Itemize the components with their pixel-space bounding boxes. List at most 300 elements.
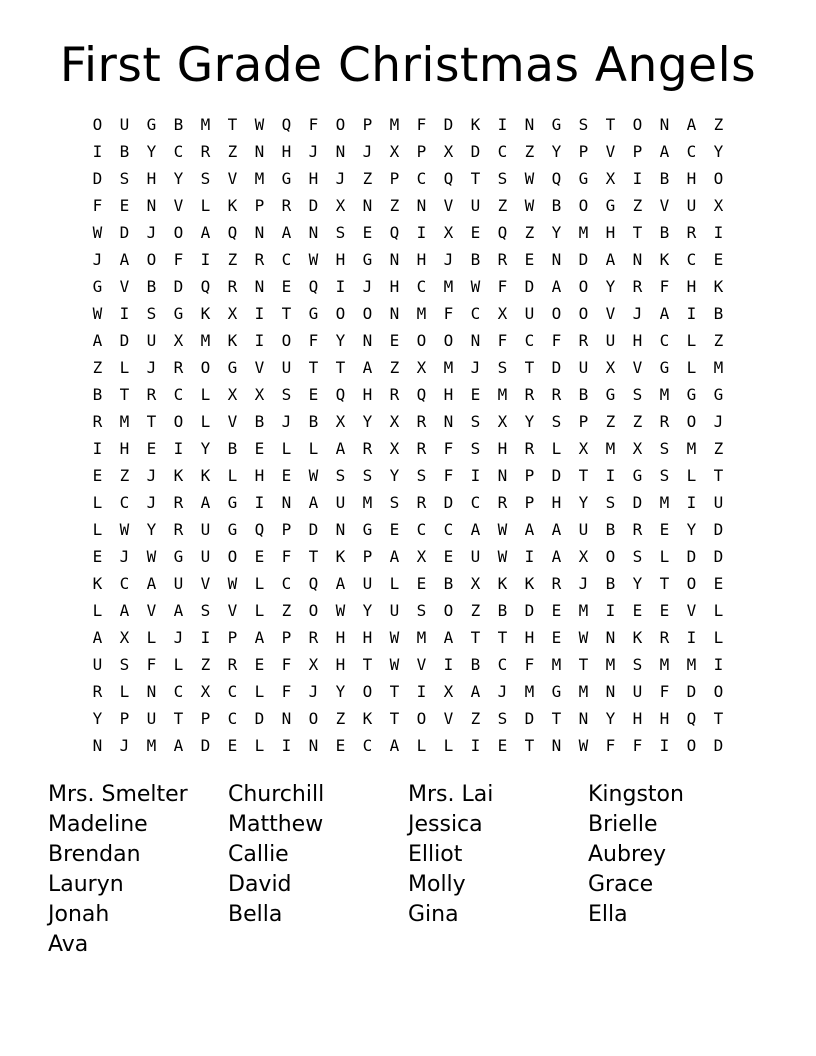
grid-letter: P	[524, 466, 535, 485]
grid-letter: U	[605, 331, 616, 350]
grid-letter: B	[119, 142, 130, 161]
grid-letter: S	[335, 223, 346, 242]
grid-letter: B	[308, 412, 319, 431]
grid-letter: W	[92, 223, 103, 242]
grid-letter: G	[92, 277, 103, 296]
grid-letter: E	[227, 736, 238, 755]
grid-letter: C	[281, 250, 292, 269]
grid-letter: B	[443, 574, 454, 593]
grid-letter: I	[686, 304, 697, 323]
grid-letter: Z	[605, 412, 616, 431]
grid-letter: T	[470, 169, 481, 188]
grid-row	[84, 165, 732, 192]
word-list-item: Madeline	[48, 812, 148, 837]
grid-letter: W	[524, 196, 535, 215]
grid-letter: M	[713, 358, 724, 377]
grid-letter: V	[254, 358, 265, 377]
grid-letter: Q	[254, 520, 265, 539]
grid-letter: R	[227, 655, 238, 674]
grid-letter: N	[470, 331, 481, 350]
grid-letter: E	[281, 277, 292, 296]
word-list-item: Jonah	[48, 902, 110, 927]
grid-letter: W	[254, 115, 265, 134]
grid-letter: Y	[632, 574, 643, 593]
grid-letter: I	[416, 223, 427, 242]
grid-letter: U	[713, 493, 724, 512]
grid-letter: W	[578, 628, 589, 647]
grid-letter: D	[443, 493, 454, 512]
grid-letter: K	[362, 709, 373, 728]
grid-letter: Y	[362, 412, 373, 431]
grid-letter: R	[92, 682, 103, 701]
grid-letter: H	[605, 223, 616, 242]
grid-letter: A	[389, 736, 400, 755]
grid-letter: I	[686, 493, 697, 512]
grid-letter: L	[92, 520, 103, 539]
grid-letter: E	[254, 547, 265, 566]
grid-letter: V	[416, 655, 427, 674]
grid-letter: J	[362, 142, 373, 161]
grid-letter: M	[524, 682, 535, 701]
grid-letter: F	[416, 115, 427, 134]
grid-letter: X	[200, 682, 211, 701]
word-list-item: Brendan	[48, 842, 141, 867]
grid-letter: D	[713, 547, 724, 566]
grid-letter: T	[308, 547, 319, 566]
grid-letter: R	[551, 574, 562, 593]
grid-letter: E	[389, 520, 400, 539]
grid-letter: H	[497, 439, 508, 458]
grid-letter: O	[443, 331, 454, 350]
grid-letter: S	[200, 169, 211, 188]
grid-letter: K	[497, 574, 508, 593]
grid-letter: O	[92, 115, 103, 134]
grid-letter: K	[200, 466, 211, 485]
grid-letter: N	[578, 709, 589, 728]
grid-letter: Y	[605, 277, 616, 296]
grid-letter: X	[443, 682, 454, 701]
grid-letter: I	[686, 628, 697, 647]
grid-letter: X	[254, 385, 265, 404]
grid-letter: N	[281, 493, 292, 512]
grid-letter: X	[605, 169, 616, 188]
grid-letter: R	[200, 142, 211, 161]
grid-letter: U	[146, 709, 157, 728]
grid-letter: F	[443, 439, 454, 458]
grid-letter: A	[254, 628, 265, 647]
grid-letter: B	[659, 169, 670, 188]
grid-letter: M	[578, 682, 589, 701]
grid-letter: K	[92, 574, 103, 593]
grid-letter: R	[578, 331, 589, 350]
grid-letter: F	[524, 655, 535, 674]
grid-letter: X	[119, 628, 130, 647]
grid-letter: K	[470, 115, 481, 134]
word-list-item: Mrs. Lai	[408, 782, 494, 807]
grid-letter: N	[416, 196, 427, 215]
grid-letter: O	[173, 223, 184, 242]
grid-letter: I	[659, 736, 670, 755]
grid-letter: O	[362, 304, 373, 323]
grid-letter: F	[551, 331, 562, 350]
grid-letter: S	[632, 547, 643, 566]
grid-row	[84, 543, 732, 570]
grid-letter: M	[605, 439, 616, 458]
grid-letter: V	[686, 601, 697, 620]
grid-row	[84, 273, 732, 300]
grid-letter: T	[335, 358, 346, 377]
grid-letter: S	[551, 412, 562, 431]
grid-letter: D	[632, 493, 643, 512]
grid-letter: Z	[713, 331, 724, 350]
grid-letter: K	[335, 547, 346, 566]
grid-letter: X	[335, 196, 346, 215]
grid-letter: M	[362, 493, 373, 512]
grid-letter: J	[146, 223, 157, 242]
grid-letter: L	[200, 385, 211, 404]
grid-letter: W	[119, 520, 130, 539]
grid-letter: N	[335, 142, 346, 161]
grid-letter: B	[578, 385, 589, 404]
grid-letter: C	[281, 574, 292, 593]
grid-letter: X	[497, 304, 508, 323]
grid-letter: F	[659, 682, 670, 701]
grid-letter: Y	[335, 331, 346, 350]
grid-letter: L	[227, 466, 238, 485]
grid-letter: H	[146, 169, 157, 188]
grid-letter: D	[92, 169, 103, 188]
grid-row	[84, 138, 732, 165]
grid-letter: E	[416, 574, 427, 593]
grid-letter: O	[443, 601, 454, 620]
grid-letter: F	[92, 196, 103, 215]
grid-letter: A	[551, 547, 562, 566]
letter-grid	[84, 111, 732, 759]
grid-letter: X	[308, 655, 319, 674]
grid-letter: D	[524, 277, 535, 296]
grid-letter: J	[119, 736, 130, 755]
grid-letter: P	[227, 628, 238, 647]
grid-letter: M	[146, 736, 157, 755]
grid-letter: O	[362, 682, 373, 701]
grid-letter: N	[551, 250, 562, 269]
grid-letter: L	[119, 682, 130, 701]
grid-row	[84, 354, 732, 381]
grid-letter: P	[578, 412, 589, 431]
grid-letter: G	[227, 520, 238, 539]
grid-letter: U	[119, 115, 130, 134]
grid-letter: R	[497, 250, 508, 269]
grid-letter: J	[578, 574, 589, 593]
grid-letter: G	[146, 115, 157, 134]
grid-letter: L	[254, 682, 265, 701]
grid-letter: M	[659, 655, 670, 674]
grid-letter: C	[686, 250, 697, 269]
grid-letter: E	[254, 655, 265, 674]
grid-letter: H	[551, 493, 562, 512]
grid-letter: I	[254, 493, 265, 512]
grid-row	[84, 570, 732, 597]
grid-letter: E	[92, 466, 103, 485]
grid-letter: J	[443, 250, 454, 269]
grid-letter: U	[632, 682, 643, 701]
grid-row	[84, 651, 732, 678]
grid-letter: X	[470, 574, 481, 593]
grid-letter: A	[119, 250, 130, 269]
grid-letter: V	[146, 601, 157, 620]
grid-letter: R	[92, 412, 103, 431]
grid-letter: N	[497, 466, 508, 485]
grid-letter: X	[389, 142, 400, 161]
grid-letter: U	[362, 574, 373, 593]
word-list-item: David	[228, 872, 292, 897]
grid-letter: C	[416, 169, 427, 188]
grid-letter: A	[335, 439, 346, 458]
grid-letter: L	[713, 601, 724, 620]
grid-letter: O	[416, 709, 427, 728]
grid-letter: R	[362, 439, 373, 458]
grid-letter: E	[524, 250, 535, 269]
grid-letter: S	[119, 169, 130, 188]
grid-letter: E	[146, 439, 157, 458]
grid-letter: N	[632, 250, 643, 269]
grid-letter: V	[173, 196, 184, 215]
grid-letter: D	[470, 142, 481, 161]
grid-letter: B	[713, 304, 724, 323]
grid-letter: J	[146, 466, 157, 485]
grid-letter: I	[173, 439, 184, 458]
grid-letter: N	[389, 304, 400, 323]
word-list-item: Gina	[408, 902, 459, 927]
word-list-item: Ella	[588, 902, 628, 927]
grid-letter: E	[497, 736, 508, 755]
grid-letter: L	[659, 547, 670, 566]
grid-letter: H	[362, 628, 373, 647]
grid-letter: X	[389, 412, 400, 431]
grid-letter: H	[254, 466, 265, 485]
grid-letter: K	[659, 250, 670, 269]
grid-letter: L	[416, 736, 427, 755]
grid-letter: J	[119, 547, 130, 566]
grid-letter: A	[551, 277, 562, 296]
grid-letter: P	[416, 142, 427, 161]
grid-letter: J	[146, 493, 157, 512]
grid-letter: C	[659, 331, 670, 350]
grid-letter: N	[605, 628, 616, 647]
grid-letter: Z	[335, 709, 346, 728]
grid-letter: B	[497, 601, 508, 620]
grid-letter: I	[632, 169, 643, 188]
grid-letter: W	[524, 169, 535, 188]
grid-letter: D	[119, 331, 130, 350]
grid-letter: N	[92, 736, 103, 755]
grid-letter: S	[281, 385, 292, 404]
grid-letter: K	[227, 196, 238, 215]
grid-letter: U	[524, 304, 535, 323]
grid-letter: Q	[416, 385, 427, 404]
grid-letter: U	[281, 358, 292, 377]
word-list-item: Kingston	[588, 782, 684, 807]
grid-letter: S	[362, 466, 373, 485]
grid-letter: Q	[497, 223, 508, 242]
grid-letter: X	[605, 358, 616, 377]
grid-letter: I	[200, 250, 211, 269]
grid-letter: J	[308, 142, 319, 161]
grid-letter: Z	[92, 358, 103, 377]
grid-letter: G	[281, 169, 292, 188]
grid-letter: D	[524, 709, 535, 728]
grid-letter: C	[443, 520, 454, 539]
grid-letter: C	[497, 142, 508, 161]
grid-letter: L	[713, 628, 724, 647]
grid-letter: T	[632, 223, 643, 242]
grid-letter: M	[659, 385, 670, 404]
grid-letter: B	[92, 385, 103, 404]
grid-letter: S	[146, 304, 157, 323]
grid-letter: N	[659, 115, 670, 134]
grid-row	[84, 408, 732, 435]
grid-letter: V	[119, 277, 130, 296]
grid-letter: N	[254, 277, 265, 296]
grid-letter: P	[524, 493, 535, 512]
grid-letter: A	[659, 304, 670, 323]
grid-letter: E	[254, 439, 265, 458]
grid-letter: Y	[551, 142, 562, 161]
grid-letter: G	[173, 304, 184, 323]
grid-letter: G	[605, 385, 616, 404]
grid-letter: A	[173, 736, 184, 755]
grid-letter: X	[443, 223, 454, 242]
grid-letter: Z	[632, 196, 643, 215]
grid-letter: Z	[389, 358, 400, 377]
grid-letter: X	[227, 304, 238, 323]
grid-letter: X	[578, 547, 589, 566]
grid-letter: I	[713, 655, 724, 674]
grid-letter: N	[146, 196, 157, 215]
grid-letter: M	[443, 358, 454, 377]
grid-letter: I	[92, 439, 103, 458]
grid-letter: E	[470, 385, 481, 404]
grid-letter: O	[551, 304, 562, 323]
grid-letter: T	[578, 466, 589, 485]
grid-letter: G	[227, 358, 238, 377]
word-list-item: Lauryn	[48, 872, 124, 897]
grid-letter: B	[659, 223, 670, 242]
grid-letter: A	[281, 223, 292, 242]
grid-letter: R	[281, 196, 292, 215]
grid-row	[84, 597, 732, 624]
grid-letter: D	[686, 547, 697, 566]
grid-letter: F	[443, 304, 454, 323]
grid-letter: O	[686, 574, 697, 593]
grid-letter: Y	[524, 412, 535, 431]
grid-letter: A	[92, 628, 103, 647]
grid-letter: S	[578, 115, 589, 134]
grid-letter: O	[578, 277, 589, 296]
grid-letter: M	[605, 655, 616, 674]
grid-letter: A	[335, 574, 346, 593]
grid-letter: D	[713, 520, 724, 539]
grid-letter: T	[497, 628, 508, 647]
grid-letter: N	[335, 520, 346, 539]
grid-letter: L	[200, 196, 211, 215]
grid-letter: Z	[200, 655, 211, 674]
grid-row	[84, 192, 732, 219]
grid-letter: Z	[524, 142, 535, 161]
grid-letter: L	[686, 358, 697, 377]
grid-letter: I	[281, 736, 292, 755]
grid-letter: E	[92, 547, 103, 566]
grid-letter: X	[713, 196, 724, 215]
grid-letter: H	[281, 142, 292, 161]
grid-letter: Q	[281, 115, 292, 134]
grid-letter: P	[200, 709, 211, 728]
grid-letter: R	[524, 385, 535, 404]
grid-letter: Q	[227, 223, 238, 242]
grid-letter: A	[92, 331, 103, 350]
grid-letter: C	[362, 736, 373, 755]
grid-letter: N	[308, 736, 319, 755]
grid-letter: I	[524, 547, 535, 566]
grid-letter: R	[416, 439, 427, 458]
grid-letter: C	[524, 331, 535, 350]
grid-letter: X	[632, 439, 643, 458]
grid-letter: F	[281, 547, 292, 566]
grid-letter: V	[605, 142, 616, 161]
grid-letter: O	[146, 250, 157, 269]
word-list-item: Jessica	[408, 812, 483, 837]
grid-letter: A	[443, 628, 454, 647]
grid-letter: M	[443, 277, 454, 296]
grid-letter: G	[551, 115, 562, 134]
grid-letter: I	[443, 655, 454, 674]
grid-letter: J	[92, 250, 103, 269]
grid-letter: P	[632, 142, 643, 161]
grid-letter: V	[659, 196, 670, 215]
grid-letter: I	[497, 115, 508, 134]
grid-letter: B	[227, 439, 238, 458]
grid-letter: Y	[146, 142, 157, 161]
grid-letter: E	[632, 601, 643, 620]
grid-letter: W	[389, 628, 400, 647]
grid-letter: H	[686, 169, 697, 188]
grid-letter: H	[416, 250, 427, 269]
word-list-item: Grace	[588, 872, 654, 897]
grid-letter: N	[605, 682, 616, 701]
grid-letter: A	[200, 493, 211, 512]
grid-letter: P	[362, 547, 373, 566]
grid-letter: D	[308, 520, 319, 539]
grid-letter: I	[92, 142, 103, 161]
grid-letter: B	[470, 250, 481, 269]
grid-letter: Z	[227, 142, 238, 161]
grid-letter: X	[497, 412, 508, 431]
grid-letter: L	[200, 412, 211, 431]
grid-letter: X	[443, 142, 454, 161]
grid-letter: E	[281, 466, 292, 485]
word-list	[48, 780, 768, 960]
grid-letter: E	[551, 601, 562, 620]
grid-letter: X	[173, 331, 184, 350]
grid-letter: Q	[200, 277, 211, 296]
grid-letter: S	[605, 493, 616, 512]
grid-letter: T	[524, 358, 535, 377]
grid-letter: A	[470, 682, 481, 701]
grid-letter: J	[713, 412, 724, 431]
grid-row	[84, 300, 732, 327]
grid-letter: I	[416, 682, 427, 701]
grid-letter: H	[119, 439, 130, 458]
